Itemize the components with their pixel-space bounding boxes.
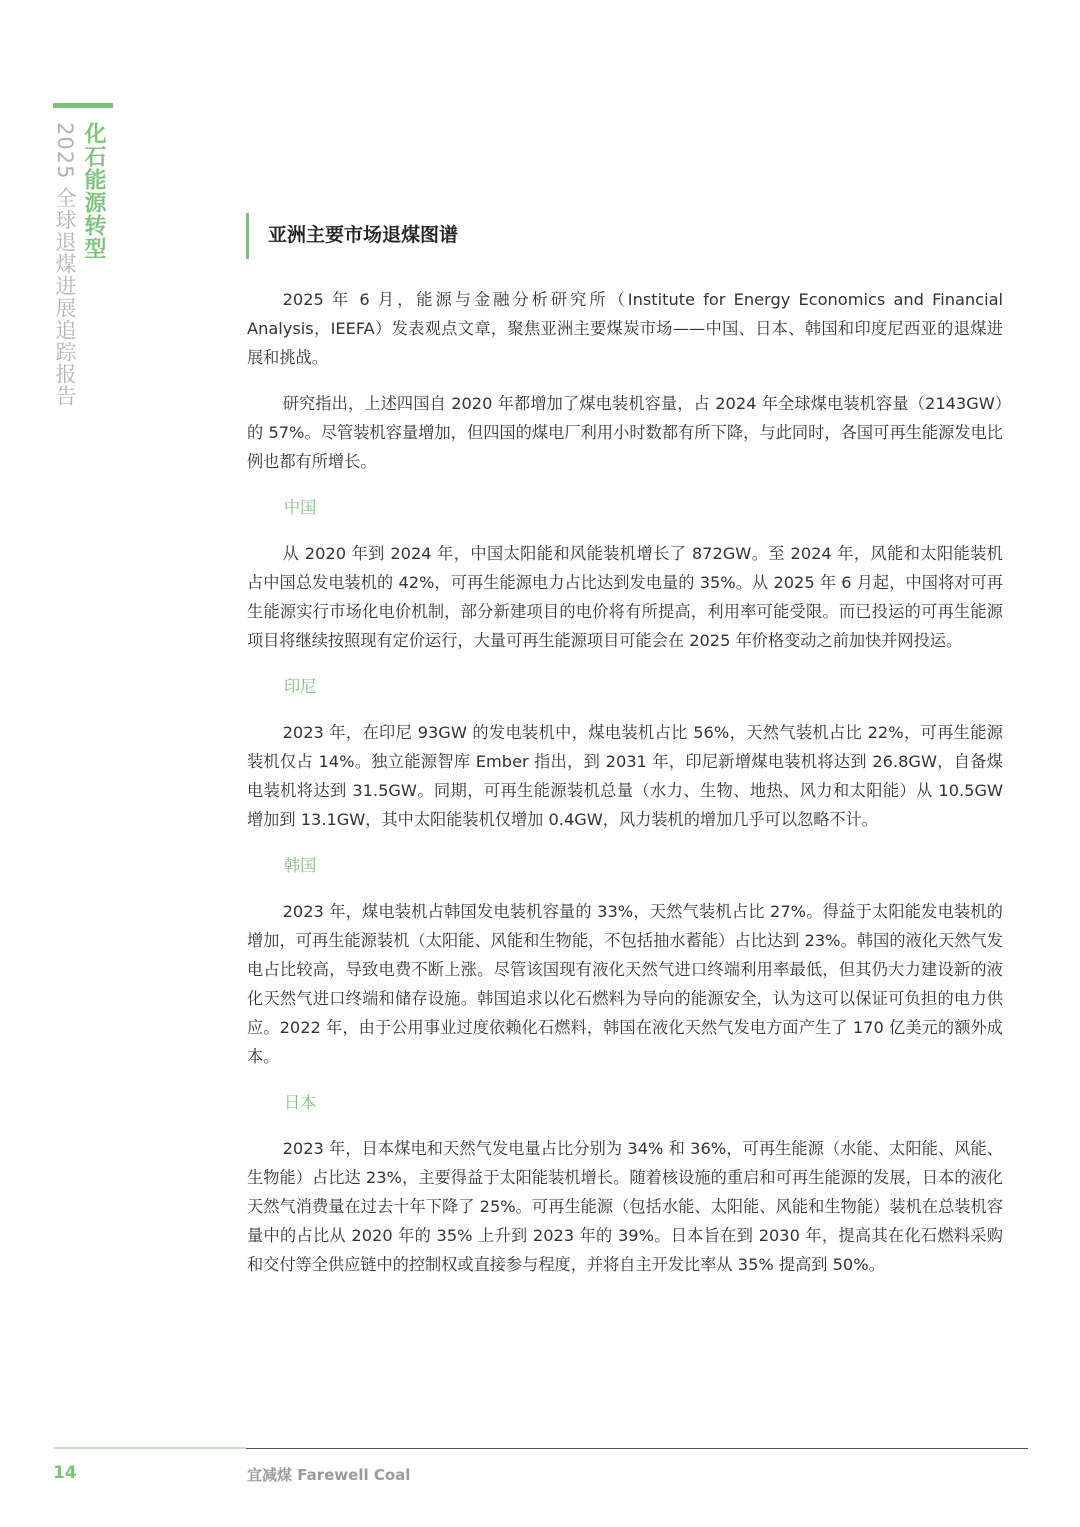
footer-divider-accent xyxy=(53,1447,246,1449)
page-number: 14 xyxy=(53,1463,77,1483)
section-title: 亚洲主要市场退煤图谱 xyxy=(268,224,459,246)
intro-paragraph-2: 研究指出，上述四国自 2020 年都增加了煤电装机容量，占 2024 年全球煤电装机容量（2143GW）的 57%。尽管装机容量增加，但四国的煤电厂利用小时数都有所下降，与此同时，各国可再生能源发电比例也都有所增长。 xyxy=(247,394,1003,471)
intro-paragraph-1: 2025 年 6 月，能源与金融分析研究所（Institute for Energy Economics and Financial Analysis，IEEFA）发表观点文章，聚焦亚洲主要煤炭市场——中国、日本、韩国和印度尼西亚的退煤进展和挑战。 xyxy=(247,290,1003,367)
indonesia-heading: 印尼 xyxy=(284,677,317,696)
china-heading: 中国 xyxy=(284,498,317,517)
footer-divider xyxy=(246,1448,1028,1449)
korea-heading: 韩国 xyxy=(284,856,317,875)
japan-heading: 日本 xyxy=(284,1093,317,1112)
section-title-accent-bar xyxy=(246,213,249,259)
sidebar-title: 化石能源转型 xyxy=(81,122,106,260)
sidebar-subtitle: 2025 全球退煤进展追踪报告 xyxy=(53,122,77,408)
indonesia-paragraph: 2023 年，在印尼 93GW 的发电装机中，煤电装机占比 56%，天然气装机占比 22%，可再生能源装机仅占 14%。独立能源智库 Ember 指出，到 2031 年，印尼新增煤电装机将达到 26.8GW，自备煤电装机将达到 31.5GW。同期，可再生能源装机总量（水力、生物、地热、风力和太阳能）从 10.5GW 增加到 13.1GW，其中太阳能装机仅增加 0.4GW，风力装机的增加几乎可以忽略不计。 xyxy=(247,723,1003,829)
china-paragraph: 从 2020 年到 2024 年，中国太阳能和风能装机增长了 872GW。至 2024 年，风能和太阳能装机占中国总发电装机的 42%，可再生能源电力占比达到发电量的 35%。从 2025 年 6 月起，中国将对可再生能源实行市场化电价机制，部分新建项目的电价将有所提高，利用率可能受限。而已投运的可再生能源项目将继续按照现有定价运行，大量可再生能源项目可能会在 2025 年价格变动之前加快并网投运。 xyxy=(247,544,1003,650)
footer-brand: 宜减煤 Farewell Coal xyxy=(247,1466,411,1484)
sidebar-accent-bar xyxy=(53,103,113,108)
korea-paragraph: 2023 年，煤电装机占韩国发电装机容量的 33%，天然气装机占比 27%。得益于太阳能发电装机的增加，可再生能源装机（太阳能、风能和生物能，不包括抽水蓄能）占比达到 23%。韩国的液化天然气发电占比较高，导致电费不断上涨。尽管该国现有液化天然气进口终端利用率最低，但其仍大力建设新的液化天然气进口终端和储存设施。韩国追求以化石燃料为导向的能源安全，认为这可以保证可负担的电力供应。2022 年，由于公用事业过度依赖化石燃料，韩国在液化天然气发电方面产生了 170 亿美元的额外成本。 xyxy=(247,902,1003,1066)
article-body xyxy=(247,285,1003,1296)
japan-paragraph: 2023 年，日本煤电和天然气发电量占比分别为 34% 和 36%，可再生能源（水能、太阳能、风能、生物能）占比达 23%，主要得益于太阳能装机增长。随着核设施的重启和可再生能源的发展，日本的液化天然气消费量在过去十年下降了 25%。可再生能源（包括水能、太阳能、风能和生物能）装机在总装机容量中的占比从 2020 年的 35% 上升到 2023 年的 39%。日本旨在到 2030 年，提高其在化石燃料采购和交付等全供应链中的控制权或直接参与程度，并将自主开发比率从 35% 提高到 50%。 xyxy=(247,1139,1003,1274)
